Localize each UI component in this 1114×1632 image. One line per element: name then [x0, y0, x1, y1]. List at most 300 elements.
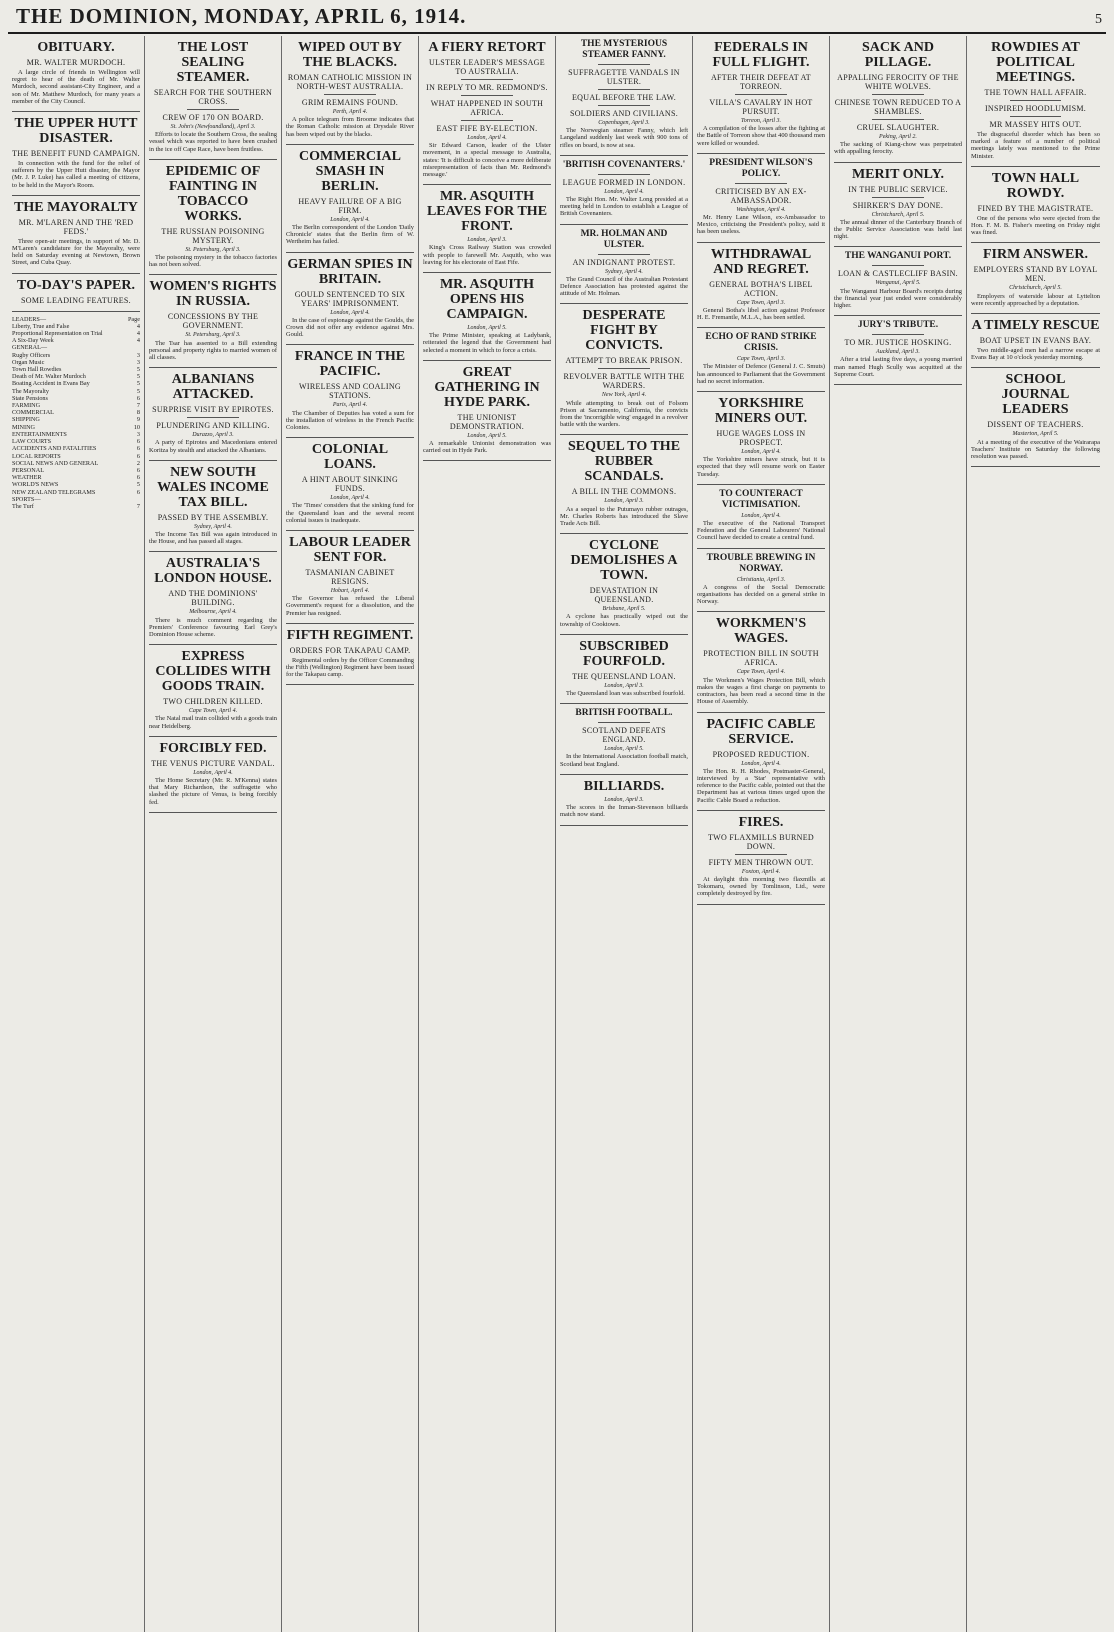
article-separator — [560, 155, 688, 156]
contents-page: 3 — [136, 430, 140, 438]
contents-page: 6 — [136, 445, 140, 453]
article-subhead: TASMANIAN CABINET RESIGNS. — [305, 568, 395, 587]
subhead-rule — [324, 94, 375, 95]
contents-page: 6 — [136, 438, 140, 446]
article-headline: FIRM ANSWER. — [982, 247, 1088, 263]
article-subhead: SCOTLAND DEFEATS ENGLAND. — [582, 726, 666, 745]
article-body: Efforts to locate the Southern Cross, the sealing vessel which was reported to have been crushed in the ice off Cape Race, have been fruitless. — [149, 131, 277, 153]
article-subhead: SEARCH FOR THE SOUTHERN CROSS. — [153, 88, 273, 106]
article — [560, 160, 688, 218]
article-subhead: GOULD SENTENCED TO SIX YEARS' IMPRISONMENT. — [294, 289, 406, 308]
article-subhead: DISSENT OF TEACHERS. — [987, 420, 1084, 430]
article-separator — [149, 274, 277, 275]
article-separator — [12, 311, 140, 312]
article-headline: EXPRESS COLLIDES WITH GOODS TRAIN. — [155, 649, 271, 695]
subhead-rule — [598, 174, 649, 175]
article-separator — [423, 272, 551, 273]
article-dateline: Wanganui, April 5. — [875, 280, 921, 287]
article — [560, 779, 688, 819]
article-dateline: London, April 5. — [467, 432, 507, 439]
article-separator — [697, 153, 825, 154]
article-headline: COLONIAL LOANS. — [311, 442, 389, 473]
article-dateline: London, April 4. — [193, 769, 233, 776]
contents-label: COMMERCIAL — [12, 409, 54, 417]
article-headline: TO-DAY'S PAPER. — [17, 277, 135, 293]
article — [560, 708, 688, 768]
article-separator — [697, 391, 825, 392]
article — [560, 308, 688, 428]
article — [12, 40, 140, 105]
contents-page: 7 — [136, 402, 140, 410]
article-subhead: A HINT ABOUT SINKING FUNDS. — [301, 475, 399, 494]
article-separator — [697, 712, 825, 713]
article-headline: GREAT GATHERING IN HYDE PARK. — [434, 364, 540, 410]
article-body: The Minister of Defence (General J. C. Smuts) has announced to Parliament that the Government had no secret information. — [697, 363, 825, 385]
article — [697, 40, 825, 147]
subhead-rule — [461, 120, 512, 121]
article-headline: OBITUARY. — [37, 40, 115, 55]
article — [149, 40, 277, 153]
contents-label: Rugby Officers — [12, 351, 51, 359]
contents-label: MINING — [12, 423, 36, 431]
contents-page: 4 — [136, 337, 140, 345]
subhead-rule — [735, 94, 786, 95]
article-body: A congress of the Social Democratic organisations has decided on a general strike in Norway. — [697, 583, 825, 606]
contents-item — [12, 431, 140, 438]
article-dateline: London, April 4. — [604, 188, 644, 195]
article-headline: FORCIBLY FED. — [159, 740, 267, 756]
article — [697, 247, 825, 322]
contents-item — [12, 337, 140, 344]
contents-page: 5 — [136, 366, 140, 374]
article-body: The scores in the Inman-Stevenson billiards match now stand. — [560, 804, 688, 819]
article-separator — [149, 159, 277, 160]
article — [12, 200, 140, 267]
article-body: The 'Times' considers that the sinking fund for the Queensland loan and the several recent colonial issues is inadequate. — [286, 502, 414, 524]
article-headline: MERIT ONLY. — [851, 166, 945, 182]
contents-item — [12, 416, 140, 423]
article-headline: A FIERY RETORT — [428, 40, 546, 55]
article-dateline: London, April 4. — [741, 512, 781, 519]
article-body: The executive of the National Transport Federation and the General Labourers' National Council have decided to create a central fund. — [697, 520, 825, 542]
article-body: The Home Secretary (Mr. R. M'Kenna) states that Mary Richardson, the suffragette who slashed the picture of Venus, is being forcibly fed. — [149, 777, 277, 806]
article-separator — [286, 252, 414, 253]
article-subhead: AND THE DOMINIONS' BUILDING. — [168, 589, 258, 608]
contents-label: Boating Accident in Evans Bay — [12, 380, 90, 388]
article — [971, 247, 1100, 307]
article-body: In the case of espionage against the Goulds, the Crown did not offer any evidence against Mrs. Gould. — [286, 316, 414, 339]
article-body: Regimental orders by the Officer Commanding the Fifth (Wellington) Regiment have been issued for the Takapau camp. — [286, 656, 414, 679]
article-subhead: WHAT HAPPENED IN SOUTH AFRICA. — [430, 99, 544, 117]
contents-label: WORLD'S NEWS — [12, 481, 59, 489]
article-headline: LABOUR LEADER SENT FOR. — [289, 535, 411, 566]
article-separator — [149, 551, 277, 552]
article-body: While attempting to break out of Folsom Prison at Sacramento, California, the convicts from the 'incorrigible wing' engaged in a revolver battle with the warders. — [560, 399, 688, 429]
contents-page: 3 — [136, 358, 140, 366]
article-dateline: St. John's (Newfoundland), April 3. — [170, 124, 256, 130]
article-body: The Yorkshire miners have struck, but it is expected that they will resume work on Easter Tuesday. — [697, 456, 825, 478]
article-separator — [286, 623, 414, 624]
article — [12, 116, 140, 189]
article-headline: SACK AND PILLAGE. — [862, 40, 934, 70]
article-separator — [560, 303, 688, 304]
article-body: The Natal mail train collided with a goods train near Heidelberg. — [149, 715, 277, 730]
article-subhead: HUGE WAGES LOSS IN PROSPECT. — [716, 429, 806, 448]
article-separator — [971, 242, 1100, 243]
article-subhead: THE UNIONIST DEMONSTRATION. — [449, 412, 525, 431]
article-separator — [560, 434, 688, 435]
article-subhead: TWO CHILDREN KILLED. — [163, 697, 263, 707]
contents-label: Proportional Representation on Trial — [12, 330, 103, 338]
article-subhead: EAST FIFE BY-ELECTION. — [436, 124, 538, 133]
article-headline: FIRES. — [738, 814, 784, 830]
article-subhead: PROPOSED REDUCTION. — [712, 749, 810, 759]
article-headline: AUSTRALIA'S LONDON HOUSE. — [154, 556, 272, 587]
contents-label: The Turf — [12, 502, 34, 510]
article-subhead: GRIM REMAINS FOUND. — [301, 98, 399, 107]
article-headline: PACIFIC CABLE SERVICE. — [706, 716, 816, 747]
article-dateline: London, April 5. — [467, 325, 507, 332]
subhead-rule — [598, 105, 649, 106]
article-body: Sir Edward Carson, leader of the Ulster movement, in a special message to Australia, states: 'It is difficult to conceive a more deliberate misrepresentation of facts than Mr. Redmond's message.' — [423, 142, 551, 179]
contents-page: 9 — [136, 416, 140, 424]
article-subhead: TO MR. JUSTICE HOSKING. — [844, 338, 952, 348]
article-subhead: SURPRISE VISIT BY EPIROTES. — [152, 405, 274, 415]
subhead-rule — [872, 265, 923, 266]
article-dateline: Sydney, April 4. — [194, 523, 232, 530]
article-subhead: THE QUEENSLAND LOAN. — [572, 671, 676, 681]
article-dateline: Copenhagen, April 3. — [598, 120, 650, 126]
subhead-rule — [735, 183, 786, 184]
article-separator — [423, 460, 551, 461]
article-separator — [286, 144, 414, 145]
subhead-rule — [598, 89, 649, 90]
article-separator — [971, 367, 1100, 368]
article-dateline: London, April 4. — [330, 309, 370, 316]
article-subhead: SOME LEADING FEATURES. — [21, 295, 131, 305]
article-body: The Prime Minister, speaking at Ladybank, reiterated the legend that the Government had selected a moment in which to force a crisis. — [423, 332, 551, 354]
article-subhead: SOLDIERS AND CIVILIANS. — [569, 109, 678, 118]
article — [697, 717, 825, 804]
article-subhead: THE VENUS PICTURE VANDAL. — [151, 758, 275, 768]
subhead-rule — [872, 197, 923, 198]
article-body: The Governor has refused the Liberal Government's request for a dissolution, and the Premier has resigned. — [286, 595, 414, 617]
subhead-rule — [735, 854, 786, 855]
article — [971, 40, 1100, 160]
contents-item — [12, 496, 140, 503]
article-subhead: EQUAL BEFORE THE LAW. — [571, 93, 677, 102]
contents-item — [12, 460, 140, 467]
article-body: One of the persons who were ejected from the Hon. F. M. B. Fisher's meeting on Friday night was fined. — [971, 214, 1100, 237]
article-headline: GERMAN SPIES IN BRITAIN. — [287, 256, 413, 287]
article-dateline: St. Petersburg, April 3. — [185, 332, 241, 339]
article-separator — [697, 327, 825, 328]
article-dateline: London, April 4. — [330, 216, 370, 223]
article-subhead: THE MYSTERIOUS STEAMER FANNY. — [580, 39, 668, 60]
article-separator — [423, 184, 551, 185]
article-headline: FEDERALS IN FULL FLIGHT. — [712, 40, 810, 70]
article-subhead: MR. WALTER MURDOCH. — [26, 58, 126, 67]
article-headline: ROWDIES AT POLITICAL MEETINGS. — [991, 40, 1080, 85]
contents-label: LEADERS— — [12, 315, 47, 323]
article-body: The Tsar has assented to a Bill extending personal and property rights to married women of all classes. — [149, 339, 277, 362]
article-headline: COMMERCIAL SMASH IN BERLIN. — [299, 148, 401, 194]
article-separator — [286, 530, 414, 531]
article — [286, 349, 414, 431]
subhead-rule — [598, 64, 649, 65]
article-subhead: DEVASTATION IN QUEENSLAND. — [589, 586, 659, 605]
contents-page: 6 — [136, 452, 140, 460]
subhead-rule — [598, 368, 649, 369]
article-headline: NEW SOUTH WALES INCOME TAX BILL. — [157, 464, 269, 510]
article — [149, 279, 277, 361]
article-subhead: PROTECTION BILL IN SOUTH AFRICA. — [703, 649, 819, 668]
masthead — [8, 4, 1106, 34]
article-body: The Chamber of Deputies has voted a sum for the installation of wireless in the French Pacific Colonies. — [286, 409, 414, 432]
article — [971, 318, 1100, 361]
article-headline: TOWN HALL ROWDY. — [991, 170, 1080, 201]
article-headline: DESPERATE FIGHT BY CONVICTS. — [582, 308, 666, 354]
contents-label: Death of Mr. Walter Murdoch — [12, 373, 86, 381]
article-subhead: CREW OF 170 ON BOARD. — [162, 113, 264, 122]
article — [149, 741, 277, 806]
article-dateline: Christiania, April 3. — [736, 576, 786, 583]
article-separator — [560, 703, 688, 704]
article-headline: CYCLONE DEMOLISHES A TOWN. — [570, 538, 678, 584]
article-subhead: APPALLING FEROCITY OF THE WHITE WOLVES. — [837, 73, 959, 91]
contents-label: The Mayoralty — [12, 387, 49, 395]
article-subhead: IN REPLY TO MR. REDMOND'S. — [426, 83, 548, 92]
article-subhead: ROMAN CATHOLIC MISSION IN NORTH-WEST AUSTRALIA. — [287, 73, 413, 91]
article-body: The Right Hon. Mr. Walter Long presided at a meeting held in London to establish a League of British Covenanters. — [560, 196, 688, 218]
article-subhead: THE TOWN HALL AFFAIR. — [984, 88, 1087, 97]
article-body: King's Cross Railway Station was crowded with people to farewell Mr. Asquith, who was leaving for his electorate of East Fife. — [423, 244, 551, 266]
article — [149, 649, 277, 730]
subhead-rule — [1010, 116, 1062, 117]
article-separator — [149, 736, 277, 737]
contents-item — [12, 453, 140, 460]
subhead-rule — [872, 94, 923, 95]
article-subhead: REVOLVER BATTLE WITH THE WARDERS. — [563, 372, 685, 391]
column-4 — [419, 36, 556, 1632]
article-subhead: A BILL IN THE COMMONS. — [571, 487, 677, 497]
column-1 — [8, 36, 145, 1632]
article-body: The sacking of Kiang-chow was perpetrated with appalling ferocity. — [834, 141, 962, 156]
contents-item — [12, 474, 140, 481]
article — [834, 40, 962, 156]
article-body: The Hon. R. H. Rhodes, Postmaster-General, interviewed by a 'Star' representative with reference to the Pacific cable, pointed out that the Department has at various times urged upon the Pacific Cable Board a reduction. — [697, 767, 825, 804]
article-subhead: MR. HOLMAN AND ULSTER. — [580, 228, 668, 250]
article-subhead: BOAT UPSET IN EVANS BAY. — [979, 336, 1092, 346]
article-subhead: THE BENEFIT FUND CAMPAIGN. — [12, 149, 140, 159]
column-7 — [830, 36, 967, 1632]
article-headline: WOMEN'S RIGHTS IN RUSSIA. — [149, 279, 277, 310]
contents-item — [12, 366, 140, 373]
article — [560, 39, 688, 149]
article — [286, 442, 414, 524]
article-separator — [834, 162, 962, 163]
article-dateline: Auckland, April 3. — [876, 349, 920, 356]
contents-item — [12, 424, 140, 431]
contents-label: Organ Music — [12, 358, 45, 366]
contents-label: SOCIAL NEWS AND GENERAL — [12, 459, 99, 467]
article-headline: EPIDEMIC OF FAINTING IN TOBACCO WORKS. — [165, 163, 261, 224]
article — [286, 257, 414, 339]
article-subhead: HEAVY FAILURE OF A BIG FIRM. — [298, 196, 402, 215]
article-dateline: Cape Town, April 3. — [736, 299, 786, 306]
contents-page: 5 — [136, 481, 140, 489]
article-separator — [834, 384, 962, 385]
article-dateline: Sydney, April 4. — [605, 268, 643, 275]
subhead-rule — [461, 79, 512, 80]
article-subhead: SHIRKER'S DAY DONE. — [852, 200, 944, 210]
article-body: In connection with the fund for the relief of sufferers by the Upper Hutt disaster, the Mayor (Mr. J. P. Luke) has called a meeting of citizens, to be held in the Mayor's Room. — [12, 160, 140, 189]
article-dateline: New York, April 4. — [601, 392, 647, 399]
article — [697, 616, 825, 705]
article-separator — [149, 460, 277, 461]
subhead-rule — [187, 109, 238, 110]
article-separator — [149, 367, 277, 368]
article-dateline: Cape Town, April 4. — [188, 708, 238, 715]
contents-page: 5 — [136, 373, 140, 381]
article-separator — [834, 315, 962, 316]
article-separator — [560, 533, 688, 534]
contents-label: SHIPPING — [12, 416, 40, 424]
article-body: A compilation of the losses after the fighting at the Battle of Torreon show that 400 thousand men were killed or wounded. — [697, 125, 825, 147]
article-body: Employers of waterside labour at Lyttelton were recently approached by a deputation. — [971, 292, 1100, 307]
article-subhead: TO COUNTERACT VICTIMISATION. — [719, 488, 803, 510]
article-subhead: CRUEL SLAUGHTER. — [856, 123, 940, 132]
article-dateline: Torreon, April 3. — [740, 118, 782, 124]
article-body: The Norwegian steamer Fanny, which left Langeland suddenly last week with 900 tons of rifles on board, is now at sea. — [560, 127, 688, 149]
article-subhead: 'BRITISH COVENANTERS.' — [562, 159, 686, 170]
article-headline: SUBSCRIBED FOURFOLD. — [579, 638, 669, 669]
article-headline: FRANCE IN THE PACIFIC. — [294, 349, 406, 380]
article-subhead: TWO FLAXMILLS BURNED DOWN. — [708, 832, 814, 851]
contents-item — [12, 316, 140, 323]
contents-page: 5 — [136, 387, 140, 395]
article-body: There is much comment regarding the Premiers' Conference favouring Earl Grey's Dominion House scheme. — [149, 616, 277, 639]
article-headline: THE UPPER HUTT DISASTER. — [14, 116, 138, 147]
contents-list — [12, 316, 140, 510]
article-dateline: London, April 3. — [604, 796, 644, 803]
contents-label: FARMING — [12, 402, 41, 410]
contents-page: 4 — [136, 322, 140, 330]
contents-page: 2 — [136, 459, 140, 467]
masthead-title: THE DOMINION, MONDAY, APRIL 6, 1914. — [16, 4, 467, 28]
article-subhead: PLUNDERING AND KILLING. — [156, 421, 270, 431]
article-dateline: London, April 3. — [467, 237, 507, 244]
article — [423, 189, 551, 266]
article — [12, 278, 140, 305]
contents-page: 7 — [136, 502, 140, 510]
article-dateline: Brisbane, April 5. — [602, 606, 646, 613]
article-headline: A TIMELY RESCUE — [971, 318, 1100, 334]
article — [697, 553, 825, 606]
column-6 — [693, 36, 830, 1632]
contents-page: Page — [127, 315, 140, 323]
article-separator — [697, 548, 825, 549]
columns — [8, 36, 1106, 1632]
article-body: The poisoning mystery in the tobacco factories has not been solved. — [149, 254, 277, 269]
article-body: A large circle of friends in Wellington will regret to hear of the death of Mr. Walter Murdoch, second assistant-City Engineer, and a son of Mr. Matthew Murdoch, for many years a member of the City Council. — [12, 69, 140, 105]
article-separator — [149, 644, 277, 645]
article-subhead: THE RUSSIAN POISONING MYSTERY. — [161, 226, 265, 245]
contents-item — [12, 438, 140, 445]
article-subhead: TROUBLE BREWING IN NORWAY. — [706, 552, 816, 574]
article — [697, 396, 825, 478]
article — [423, 277, 551, 354]
contents-item — [12, 359, 140, 366]
article-separator — [834, 246, 962, 247]
contents-label: State Pensions — [12, 394, 48, 402]
article-separator — [560, 774, 688, 775]
article-dateline: London, April 4. — [741, 449, 781, 456]
article-separator — [149, 812, 277, 813]
article-headline: WORKMEN'S WAGES. — [715, 616, 807, 647]
article-subhead: LOAN & CASTLECLIFF BASIN. — [838, 269, 958, 279]
contents-page: 10 — [133, 423, 140, 431]
contents-label: WEATHER — [12, 474, 42, 482]
contents-item — [12, 445, 140, 452]
article-dateline: Peking, April 2. — [879, 134, 917, 140]
contents-item — [12, 373, 140, 380]
article-separator — [286, 437, 414, 438]
article-separator — [697, 810, 825, 811]
article-dateline: London, April 3. — [604, 498, 644, 505]
article-dateline: London, April 4. — [467, 135, 507, 141]
article — [286, 149, 414, 246]
contents-item — [12, 388, 140, 395]
article-body: The Workmen's Wages Protection Bill, which makes the wages a first charge on payments to contractors, has been read a second time in the House of Assembly. — [697, 676, 825, 706]
article — [423, 40, 551, 178]
article — [971, 372, 1100, 460]
contents-label: ENTERTAINMENTS — [12, 430, 67, 438]
article-subhead: ATTEMPT TO BREAK PRISON. — [565, 356, 683, 366]
article-body: A cyclone has practically wiped out the township of Cooktown. — [560, 613, 688, 628]
article — [149, 556, 277, 638]
article-dateline: Cape Town, April 4. — [736, 669, 786, 676]
article-body: The Income Tax Bill was again introduced in the House, and has passed all stages. — [149, 531, 277, 546]
article-subhead: THE WANGANUI PORT. — [844, 251, 952, 262]
subhead-rule — [187, 417, 238, 418]
article-dateline: Hobart, April 4. — [330, 588, 370, 595]
article-subhead: ECHO OF RAND STRIKE CRISIS. — [705, 332, 817, 354]
article-dateline: Washington, April 4. — [736, 206, 786, 213]
article-subhead: AN INDIGNANT PROTEST. — [572, 257, 676, 267]
contents-item — [12, 344, 140, 351]
article-subhead: PASSED BY THE ASSEMBLY. — [157, 512, 269, 522]
article-separator — [12, 195, 140, 196]
article-dateline: London, April 4. — [330, 495, 370, 502]
article-subhead: CONCESSIONS BY THE GOVERNMENT. — [167, 312, 259, 331]
subhead-rule — [872, 334, 923, 335]
article-separator — [286, 684, 414, 685]
article-body: A party of Epirotes and Macedonians entered Koritza by stealth and attacked the Albanians. — [149, 439, 277, 454]
article — [834, 320, 962, 378]
article-subhead: SUFFRAGETTE VANDALS IN ULSTER. — [568, 68, 680, 86]
article-separator — [423, 360, 551, 361]
contents-item — [12, 330, 140, 337]
article-subhead: MR. M'LAREN AND THE 'RED FEDS.' — [18, 217, 134, 236]
contents-label: LOCAL REPORTS — [12, 452, 61, 460]
article-headline: BILLIARDS. — [583, 778, 665, 794]
article — [697, 158, 825, 236]
article-dateline: Foxton, April 4. — [741, 868, 781, 875]
article-subhead: CHINESE TOWN REDUCED TO A SHAMBLES. — [834, 98, 962, 116]
article-body: After a trial lasting five days, a young married man named Hugh Scully was acquitted at the Supreme Court. — [834, 356, 962, 378]
column-5 — [556, 36, 693, 1632]
